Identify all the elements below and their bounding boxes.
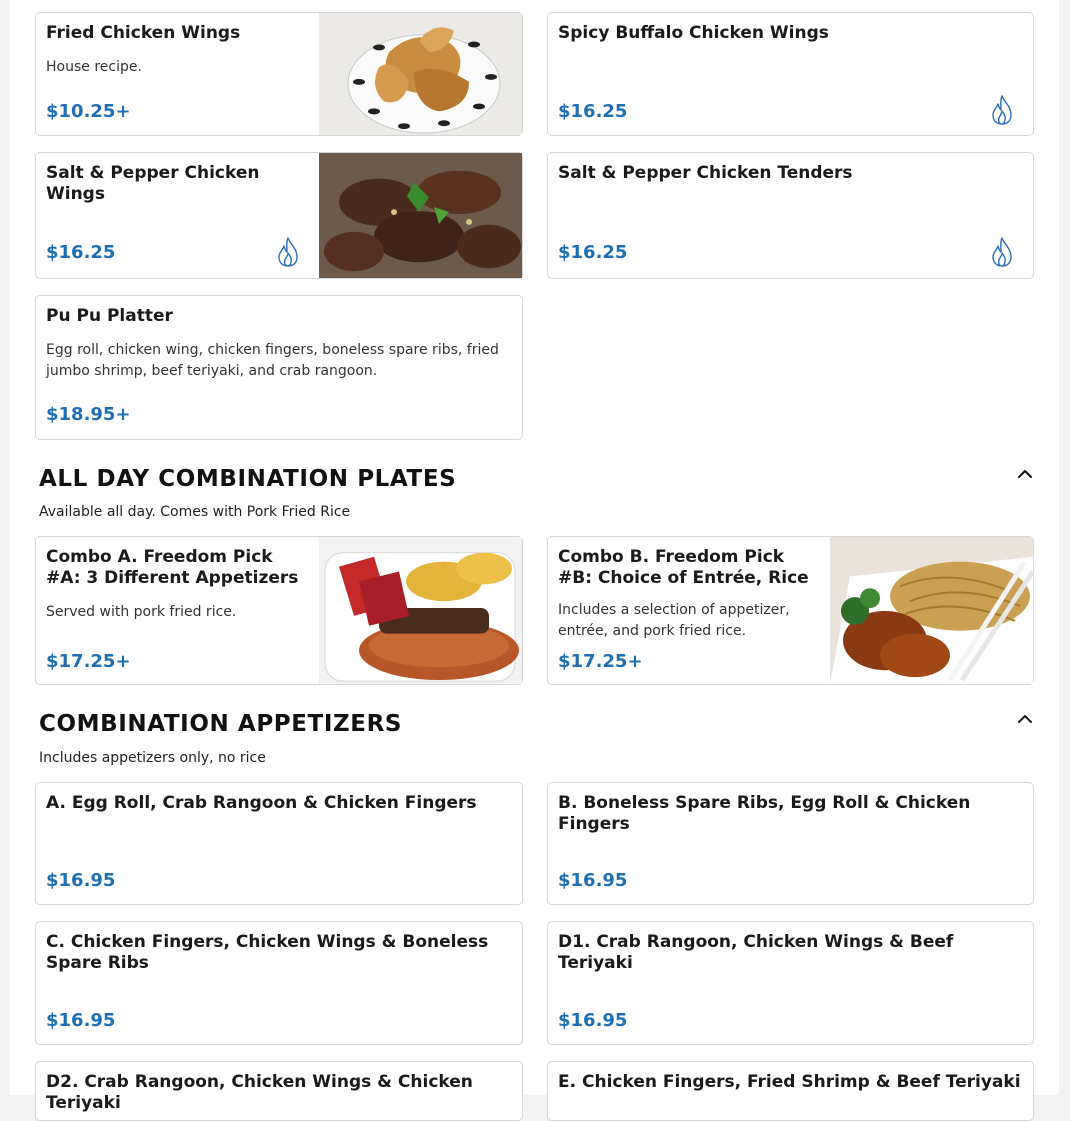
item-price: $17.25+ (46, 651, 131, 672)
item-price: $16.95 (558, 1010, 628, 1031)
flame-icon (989, 236, 1015, 268)
section-title: COMBINATION APPETIZERS (39, 711, 403, 737)
item-description: Egg roll, chicken wing, chicken fingers, boneless spare ribs, fried jumbo shrimp, beef teriyaki, and crab rangoon. (46, 342, 499, 379)
menu-item-card[interactable] (35, 921, 523, 1045)
combo-b-photo (830, 537, 1033, 684)
menu-item-card[interactable] (547, 1061, 1034, 1121)
item-name: Salt & Pepper Chicken Tenders (558, 163, 853, 183)
item-name: Spicy Buffalo Chicken Wings (558, 23, 829, 43)
item-name: B. Boneless Spare Ribs, Egg Roll & Chicken Fingers (558, 793, 971, 834)
item-name: Combo A. Freedom Pick #A: 3 Different Appetizers (46, 547, 299, 588)
item-price: $16.95 (558, 870, 628, 891)
menu-item-card[interactable] (35, 782, 523, 905)
item-price: $18.95+ (46, 404, 131, 425)
menu-item-card[interactable] (547, 12, 1034, 136)
menu-item-card[interactable] (547, 152, 1034, 279)
item-name: Fried Chicken Wings (46, 23, 241, 43)
item-price: $10.25+ (46, 101, 131, 122)
combo-a-photo (319, 537, 522, 684)
item-price: $16.95 (46, 1010, 116, 1031)
item-name: D2. Crab Rangoon, Chicken Wings & Chicken Teriyaki (46, 1072, 473, 1113)
item-name: A. Egg Roll, Crab Rangoon & Chicken Fingers (46, 793, 477, 813)
menu-item-card[interactable] (35, 152, 523, 279)
item-name: E. Chicken Fingers, Fried Shrimp & Beef Teriyaki (558, 1072, 1021, 1092)
item-name: Combo B. Freedom Pick #B: Choice of Entrée, Rice (558, 547, 809, 588)
menu-item-card[interactable] (35, 536, 523, 685)
menu-item-card[interactable] (35, 1061, 523, 1121)
chevron-up-icon[interactable] (1014, 463, 1036, 485)
menu-item-card[interactable] (547, 536, 1034, 685)
salt-pepper-wings-photo (319, 153, 522, 278)
item-description: Served with pork fried rice. (46, 604, 237, 620)
menu-item-card[interactable] (35, 12, 523, 136)
item-price: $16.25 (558, 242, 628, 263)
fried-chicken-wings-photo (319, 13, 522, 135)
item-price: $16.25 (558, 101, 628, 122)
item-description: House recipe. (46, 59, 142, 75)
menu-item-card[interactable] (547, 782, 1034, 905)
item-description: Includes a selection of appetizer, entrée, and pork fried rice. (558, 602, 790, 639)
menu-item-card[interactable] (35, 295, 523, 440)
chevron-up-icon[interactable] (1014, 708, 1036, 730)
menu-page (10, 0, 1059, 1113)
section-title: ALL DAY COMBINATION PLATES (39, 466, 457, 492)
flame-icon (989, 94, 1015, 126)
item-price: $16.95 (46, 870, 116, 891)
item-name: D1. Crab Rangoon, Chicken Wings & Beef Teriyaki (558, 932, 954, 973)
flame-icon (275, 236, 301, 268)
item-price: $17.25+ (558, 651, 643, 672)
item-name: Salt & Pepper Chicken Wings (46, 163, 260, 204)
section-subtitle: Available all day. Comes with Pork Fried Rice (39, 504, 351, 520)
item-price: $16.25 (46, 242, 116, 263)
section-subtitle: Includes appetizers only, no rice (39, 750, 266, 766)
menu-item-card[interactable] (547, 921, 1034, 1045)
item-name: Pu Pu Platter (46, 306, 173, 326)
item-name: C. Chicken Fingers, Chicken Wings & Boneless Spare Ribs (46, 932, 489, 973)
